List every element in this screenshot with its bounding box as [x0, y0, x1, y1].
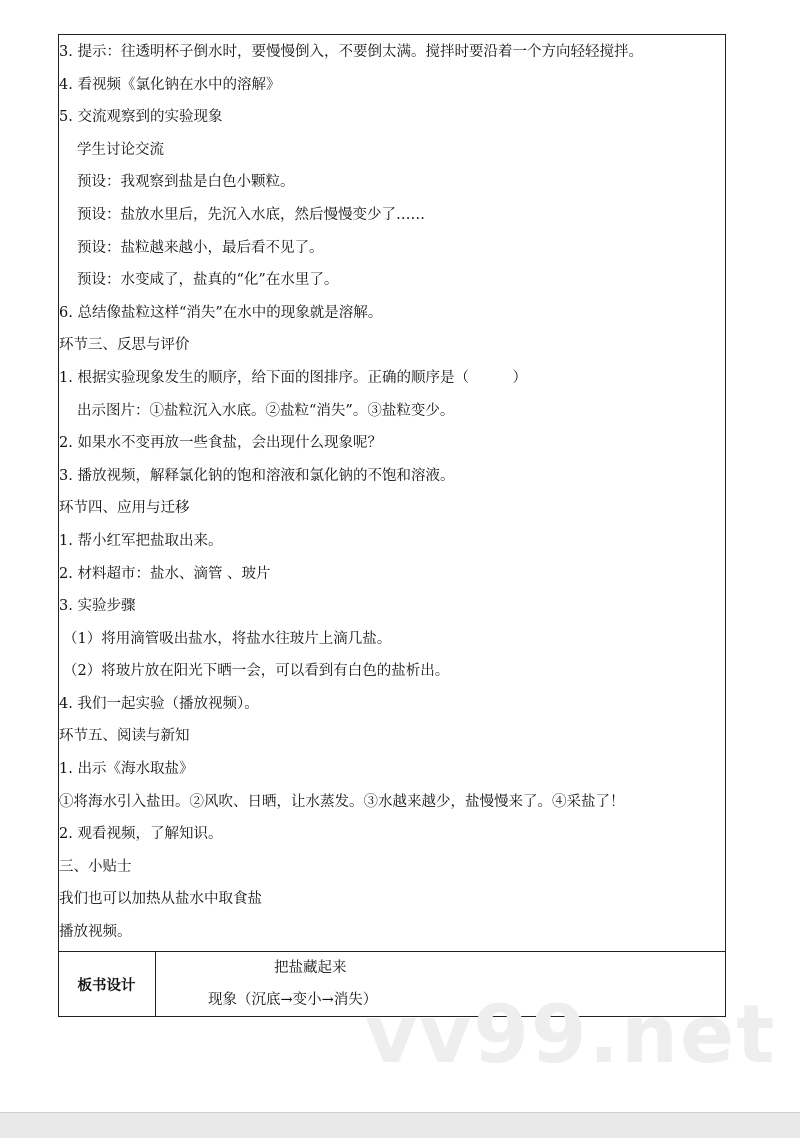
text-line: 3. 提示：往透明杯子倒水时，要慢慢倒入，不要倒太满。搅拌时要沿着一个方向轻轻搅拌。: [59, 44, 643, 60]
text-line: 我们也可以加热从盐水中取食盐: [59, 891, 262, 908]
text-line: 预设：我观察到盐是白色小颗粒。: [77, 174, 295, 191]
text-line: 预设：盐放水里后，先沉入水底，然后慢慢变少了……: [77, 206, 425, 223]
text-line: 2. 观看视频，了解知识。: [59, 826, 223, 843]
text-line: （1）将用滴管吸出盐水，将盐水往玻片上滴几盐。: [63, 630, 392, 647]
text-line: 2. 如果水不变再放一些食盐，会出现什么现象呢？: [59, 435, 382, 452]
text-line: 3. 实验步骤: [59, 598, 136, 615]
text-line: 出示图片：①盐粒沉入水底。②盐粒“消失”。③盐粒变少。: [77, 402, 455, 419]
text-line: 学生讨论交流: [77, 141, 164, 158]
lesson-body: [59, 36, 725, 949]
watermark: vv99.net: [365, 988, 777, 1081]
board-design-content: 现象（沉底→变小→消失）: [208, 992, 378, 1008]
text-line: 2. 材料超市：盐水、滴管 、玻片: [59, 565, 271, 582]
text-line: 1. 出示《海水取盐》: [59, 761, 194, 778]
text-line: 1. 根据实验现象发生的顺序，给下面的图排序。正确的顺序是（ ）: [59, 369, 527, 386]
section-heading: 环节四、应用与迁移: [59, 500, 190, 517]
text-line: 5. 交流观察到的实验现象: [59, 109, 223, 126]
text-line: （2）将玻片放在阳光下晒一会，可以看到有白色的盐析出。: [63, 663, 450, 680]
text-line: 3. 播放视频，解释氯化钠的饱和溶液和氯化钠的不饱和溶液。: [59, 467, 455, 484]
section-heading: 三、小贴士: [59, 858, 132, 875]
text-line: 预设：盐粒越来越小，最后看不见了。: [77, 239, 324, 256]
text-line: 预设：水变咸了，盐真的“化”在水里了。: [77, 272, 339, 289]
text-line: 4. 我们一起实验（播放视频）。: [59, 695, 259, 712]
text-line: 6. 总结像盐粒这样“消失”在水中的现象就是溶解。: [59, 304, 383, 321]
text-line: 播放视频。: [59, 924, 132, 941]
text-line: ①将海水引入盐田。②风吹、日晒，让水蒸发。③水越来越少，盐慢慢来了。④采盐了！: [59, 793, 625, 810]
board-design-title: 把盐藏起来: [274, 960, 347, 976]
text-line: 4. 看视频《氯化钠在水中的溶解》: [59, 76, 281, 93]
board-design-label: 板书设计: [58, 952, 156, 1017]
section-heading: 环节三、反思与评价: [59, 337, 190, 354]
section-heading: 环节五、阅读与新知: [59, 728, 190, 745]
text-line: 1. 帮小红军把盐取出来。: [59, 532, 223, 549]
viewer-bottom-bar: [0, 1112, 800, 1138]
